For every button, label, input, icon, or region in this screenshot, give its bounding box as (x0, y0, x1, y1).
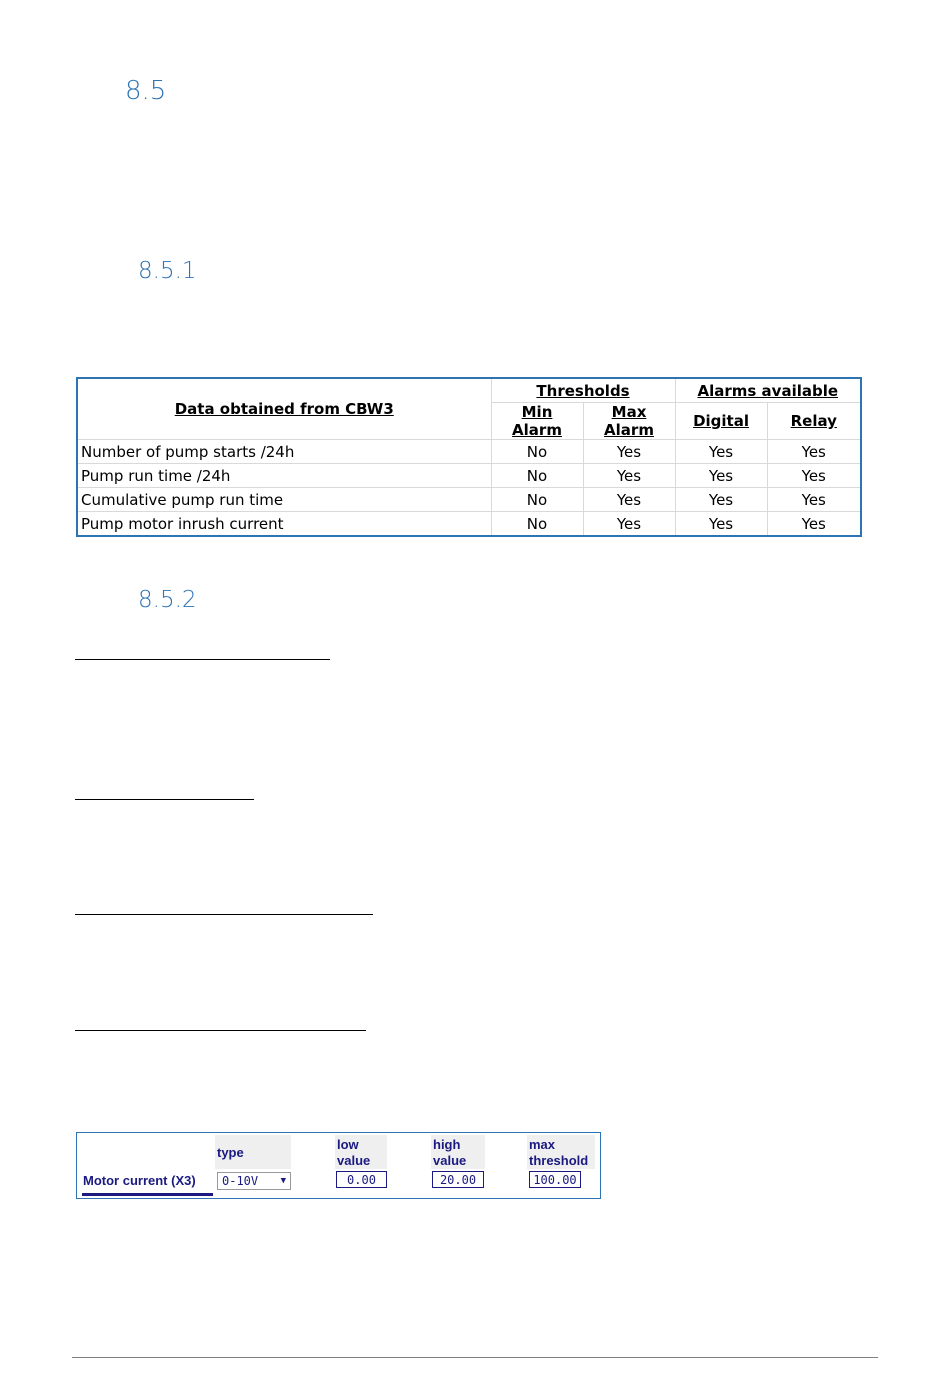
dropdown-arrow-icon: ▼ (280, 1176, 286, 1186)
row-label: Number of pump starts /24h (77, 440, 491, 464)
cell-relay: Yes (767, 440, 861, 464)
type-select[interactable] (217, 1172, 291, 1190)
low-value-input[interactable]: 0.00 (336, 1171, 387, 1188)
cell-digital: Yes (675, 464, 767, 488)
cell-digital: Yes (675, 488, 767, 512)
row-label: Pump motor inrush current (77, 512, 491, 537)
section-heading: 8.5 (125, 76, 167, 106)
cell-min: No (491, 488, 583, 512)
cell-relay: Yes (767, 464, 861, 488)
cell-max: Yes (583, 512, 675, 537)
high-value-input[interactable]: 20.00 (432, 1171, 484, 1188)
low-label-line2: value (337, 1153, 371, 1168)
cell-min: No (491, 512, 583, 537)
label-underline (82, 1193, 213, 1196)
cell-max: Yes (583, 464, 675, 488)
underline-rule (75, 1030, 366, 1031)
cell-max: Yes (583, 488, 675, 512)
motor-current-label: Motor current (X3) (83, 1173, 196, 1188)
max-label-line2: threshold (529, 1153, 589, 1168)
max-threshold-header (527, 1135, 595, 1169)
cell-min: No (491, 440, 583, 464)
subsection-heading-1: 8.5.1 (138, 258, 197, 284)
low-label-line1: low (337, 1137, 359, 1152)
max-threshold-input[interactable]: 100.00 (529, 1171, 581, 1188)
underline-rule (75, 799, 254, 800)
group-header-alarms: Alarms available (675, 378, 861, 403)
underline-rule (75, 914, 373, 915)
high-value-header (431, 1135, 485, 1169)
row-label: Pump run time /24h (77, 464, 491, 488)
table-row (77, 512, 861, 537)
col-header-max-alarm: Max Alarm (583, 403, 675, 440)
subsection-heading-2: 8.5.2 (138, 587, 197, 613)
high-label-line1: high (433, 1137, 461, 1152)
col-header-min-alarm: Min Alarm (491, 403, 583, 440)
motor-current-config (76, 1132, 601, 1199)
data-table (76, 377, 862, 537)
high-label-line2: value (433, 1153, 467, 1168)
type-label: type (217, 1145, 244, 1160)
cell-digital: Yes (675, 512, 767, 537)
table-main-header: Data obtained from CBW3 (77, 378, 491, 440)
cell-max: Yes (583, 440, 675, 464)
table-row (77, 488, 861, 512)
cell-relay: Yes (767, 488, 861, 512)
row-label: Cumulative pump run time (77, 488, 491, 512)
type-select-value: 0-10V (222, 1174, 259, 1188)
col-header-digital: Digital (675, 403, 767, 440)
max-label-line1: max (529, 1137, 556, 1152)
low-value-header (335, 1135, 387, 1169)
cell-digital: Yes (675, 440, 767, 464)
cell-min: No (491, 464, 583, 488)
underline-rule (75, 659, 330, 660)
cell-relay: Yes (767, 512, 861, 537)
group-header-thresholds: Thresholds (491, 378, 675, 403)
footer-rule (72, 1357, 878, 1358)
type-header (215, 1135, 291, 1169)
table-row (77, 440, 861, 464)
col-header-relay: Relay (767, 403, 861, 440)
table-row (77, 464, 861, 488)
